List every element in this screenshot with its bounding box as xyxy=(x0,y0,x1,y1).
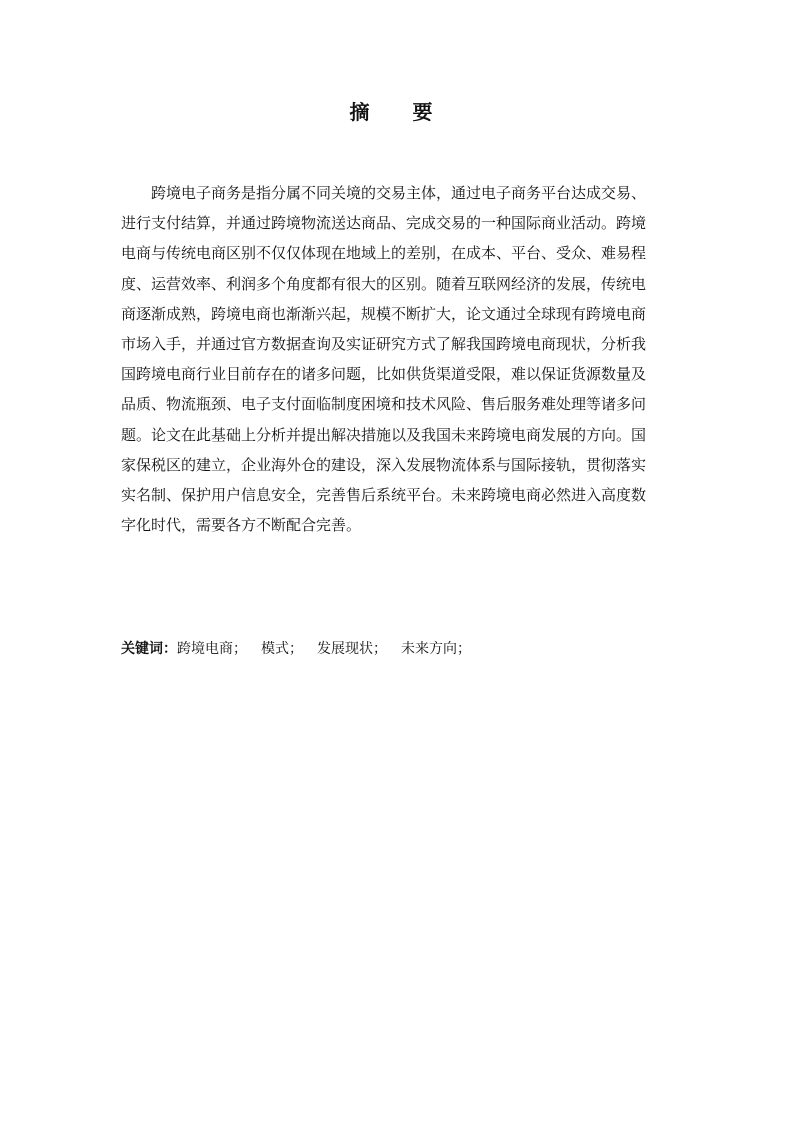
abstract-line: 品质、物流瓶颈、电子支付面临制度困境和技术风险、售后服务难处理等诸多问 xyxy=(121,395,647,414)
keywords-label: 关键词： xyxy=(121,641,177,657)
abstract-line: 实名制、保护用户信息安全，完善售后系统平台。未来跨境电商必然进入高度数 xyxy=(121,485,647,504)
abstract-line: 跨境电子商务是指分属不同关境的交易主体，通过电子商务平台达成交易、 xyxy=(151,184,647,202)
abstract-line: 电商与传统电商区别不仅仅体现在地域上的差别，在成本、平台、受众、难易程 xyxy=(121,244,647,263)
keyword-item: 未来方向； xyxy=(401,641,471,657)
abstract-line: 市场入手，并通过官方数据查询及实证研究方式了解我国跨境电商现状，分析我 xyxy=(121,334,647,353)
abstract-line: 商逐渐成熟，跨境电商也渐渐兴起，规模不断扩大，论文通过全球现有跨境电商 xyxy=(121,304,647,323)
abstract-line: 字化时代，需要各方不断配合完善。 xyxy=(121,516,362,535)
abstract-line: 家保税区的建立，企业海外仓的建设，深入发展物流体系与国际接轨，贯彻落实 xyxy=(121,455,647,474)
keyword-item: 模式； xyxy=(261,641,303,657)
abstract-line: 度、运营效率、利润多个角度都有很大的区别。随着互联网经济的发展，传统电 xyxy=(121,274,647,293)
abstract-body xyxy=(121,178,687,540)
keyword-item: 跨境电商； xyxy=(177,641,247,657)
abstract-line: 进行支付结算，并通过跨境物流送达商品、完成交易的一种国际商业活动。跨境 xyxy=(121,214,647,233)
keyword-item: 发展现状； xyxy=(317,641,387,657)
abstract-line: 国跨境电商行业目前存在的诸多问题，比如供货渠道受限，难以保证货源数量及 xyxy=(121,365,647,384)
keywords-section xyxy=(121,636,485,662)
abstract-line: 题。论文在此基础上分析并提出解决措施以及我国未来跨境电商发展的方向。国 xyxy=(121,425,647,444)
page-title: 摘 要 xyxy=(349,100,451,124)
